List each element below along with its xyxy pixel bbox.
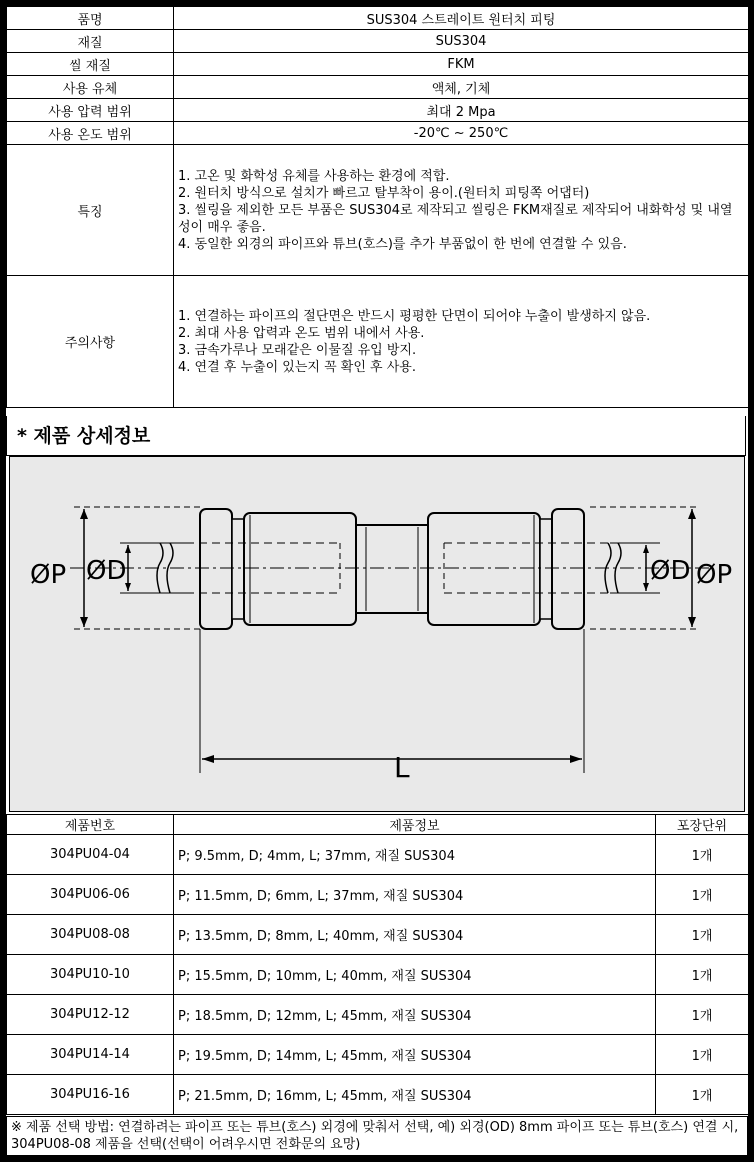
- product-code: 304PU06-06: [7, 875, 174, 915]
- spec-table: [6, 6, 749, 408]
- product-unit: 1개: [656, 835, 749, 875]
- features-label: 특징: [7, 145, 174, 276]
- spec-value: FKM: [174, 53, 749, 76]
- label-p-right: ØP: [696, 560, 733, 590]
- tube-break-left: [157, 543, 163, 593]
- product-info: P; 18.5mm, D; 12mm, L; 45mm, 재질 SUS304: [174, 995, 656, 1035]
- arrow-head: [643, 545, 649, 553]
- product-unit: 1개: [656, 875, 749, 915]
- caution-item: 1. 연결하는 파이프의 절단면은 반드시 평평한 단면이 되어야 누출이 발생하지 않음.: [178, 308, 651, 324]
- right-body: [428, 513, 540, 625]
- product-row: [7, 1035, 749, 1075]
- feature-item: 4. 동일한 외경의 파이프와 튜브(호스)를 추가 부품없이 한 번에 연결할 수 있음.: [178, 236, 627, 252]
- product-code: 304PU16-16: [7, 1075, 174, 1115]
- feature-item: 3. 씰링을 제외한 모든 부품은 SUS304로 제작되고 씰링은 FKM재질로 제작되어 내화학성 및 내열성이 매우 좋음.: [178, 202, 733, 235]
- product-info: P; 15.5mm, D; 10mm, L; 40mm, 재질 SUS304: [174, 955, 656, 995]
- spec-value: -20℃ ~ 250℃: [174, 122, 749, 145]
- arrow-head: [570, 755, 582, 763]
- header-unit: 포장단위: [656, 815, 749, 835]
- spec-row: [7, 122, 749, 145]
- spec-row: [7, 30, 749, 53]
- product-info: P; 11.5mm, D; 6mm, L; 37mm, 재질 SUS304: [174, 875, 656, 915]
- product-code: 304PU04-04: [7, 835, 174, 875]
- arrow-head: [80, 509, 88, 519]
- arrow-head: [643, 583, 649, 591]
- product-row: [7, 955, 749, 995]
- spec-value: 최대 2 Mpa: [174, 99, 749, 122]
- product-code: 304PU08-08: [7, 915, 174, 955]
- arrow-head: [688, 509, 696, 519]
- product-row: [7, 915, 749, 955]
- spec-label: 사용 온도 범위: [7, 122, 174, 145]
- center-neck: [356, 525, 428, 613]
- caution-list: [174, 276, 749, 408]
- product-code: 304PU12-12: [7, 995, 174, 1035]
- product-code: 304PU14-14: [7, 1035, 174, 1075]
- header-code: 제품번호: [7, 815, 174, 835]
- spec-row: [7, 53, 749, 76]
- feature-item: 1. 고온 및 화학성 유체를 사용하는 환경에 적합.: [178, 168, 450, 184]
- product-unit: 1개: [656, 955, 749, 995]
- arrow-head: [125, 545, 131, 553]
- product-code: 304PU10-10: [7, 955, 174, 995]
- fitting-diagram: [9, 456, 745, 812]
- features-row: [7, 145, 749, 276]
- spec-value: 액체, 기체: [174, 76, 749, 99]
- spec-value: SUS304: [174, 30, 749, 53]
- caution-item: 2. 최대 사용 압력과 온도 범위 내에서 사용.: [178, 325, 425, 341]
- product-info: P; 21.5mm, D; 16mm, L; 45mm, 재질 SUS304: [174, 1075, 656, 1115]
- header-info: 제품정보: [174, 815, 656, 835]
- spec-value: SUS304 스트레이트 원터치 피팅: [174, 7, 749, 30]
- caution-label: 주의사항: [7, 276, 174, 408]
- label-d-right: ØD: [650, 556, 691, 586]
- product-info: P; 13.5mm, D; 8mm, L; 40mm, 재질 SUS304: [174, 915, 656, 955]
- spec-label: 사용 유체: [7, 76, 174, 99]
- product-row: [7, 995, 749, 1035]
- label-p-left: ØP: [30, 560, 67, 590]
- product-row: [7, 835, 749, 875]
- arrow-head: [80, 617, 88, 627]
- spec-label: 재질: [7, 30, 174, 53]
- left-collet-ring: [232, 519, 244, 619]
- arrow-head: [202, 755, 214, 763]
- product-table: [6, 814, 749, 1115]
- product-unit: 1개: [656, 915, 749, 955]
- caution-item: 4. 연결 후 누출이 있는지 꼭 확인 후 사용.: [178, 359, 416, 375]
- right-collet-cap: [552, 509, 584, 629]
- caution-item: 3. 금속가루나 모래같은 이물질 유입 방지.: [178, 342, 417, 358]
- product-info: P; 19.5mm, D; 14mm, L; 45mm, 재질 SUS304: [174, 1035, 656, 1075]
- label-l: L: [394, 751, 410, 784]
- product-row: [7, 1075, 749, 1115]
- detail-section-title: * 제품 상세정보: [6, 416, 746, 456]
- fitting-drawing: [10, 457, 744, 811]
- product-info: P; 9.5mm, D; 4mm, L; 37mm, 재질 SUS304: [174, 835, 656, 875]
- left-body: [244, 513, 356, 625]
- feature-item: 2. 원터치 방식으로 설치가 빠르고 탈부착이 용이.(원터치 피팅쪽 어댑터): [178, 185, 590, 201]
- spec-label: 사용 압력 범위: [7, 99, 174, 122]
- product-row: [7, 875, 749, 915]
- spec-label: 씰 재질: [7, 53, 174, 76]
- document-frame: [6, 6, 748, 1156]
- arrow-head: [688, 617, 696, 627]
- spec-row: [7, 76, 749, 99]
- spec-row: [7, 7, 749, 30]
- label-d-left: ØD: [86, 556, 127, 586]
- right-collet-ring: [540, 519, 552, 619]
- features-list: [174, 145, 749, 276]
- left-collet-cap: [200, 509, 232, 629]
- caution-row: [7, 276, 749, 408]
- product-unit: 1개: [656, 1075, 749, 1115]
- selection-note: ※ 제품 선택 방법: 연결하려는 파이프 또는 튜브(호스) 외경에 맞춰서 선택, 예) 외경(OD) 8mm 파이프 또는 튜브(호스) 연결 시, 304PU08-08 제품을 선택(선택이 어려우시면 전화문의 요망): [6, 1116, 748, 1156]
- spec-label: 품명: [7, 7, 174, 30]
- spec-row: [7, 99, 749, 122]
- product-unit: 1개: [656, 995, 749, 1035]
- product-header-row: [7, 815, 749, 835]
- product-unit: 1개: [656, 1035, 749, 1075]
